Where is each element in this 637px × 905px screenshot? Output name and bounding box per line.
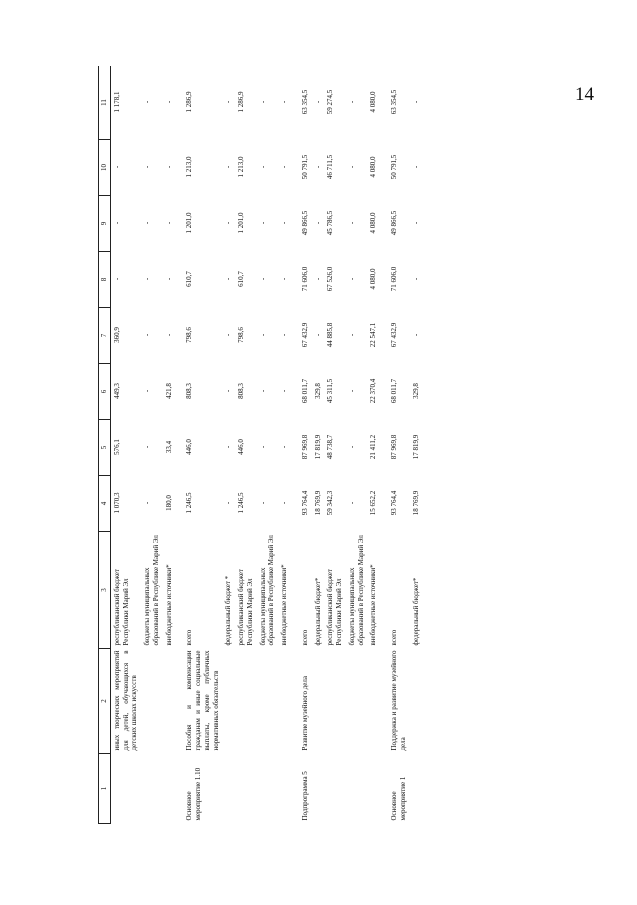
funding-source-cell: внебюджетные источники* bbox=[369, 564, 378, 646]
amount-cell: 1 178,1 bbox=[112, 91, 121, 113]
amount-cell: 45 311,5 bbox=[326, 378, 335, 404]
amount-cell: 808,3 bbox=[185, 383, 194, 399]
amount-cell: - bbox=[411, 277, 420, 281]
amount-cell: - bbox=[224, 100, 233, 104]
table-row bbox=[163, 66, 176, 824]
funding-source-cell: внебюджетные источники* bbox=[280, 564, 288, 646]
program-cell bbox=[141, 754, 163, 824]
amount-cell: - bbox=[224, 501, 233, 505]
table-body bbox=[110, 66, 422, 824]
amount-cell: 44 885,8 bbox=[326, 322, 335, 348]
measure-name-cell bbox=[278, 649, 291, 754]
amount-cell: 17 819,9 bbox=[411, 434, 420, 460]
measure-name-cell bbox=[257, 649, 279, 754]
program-cell bbox=[222, 754, 235, 824]
amount-cell: - bbox=[347, 389, 356, 393]
header-cell: 7 bbox=[99, 308, 111, 364]
amount-cell: 18 769,9 bbox=[313, 490, 322, 516]
program-cell bbox=[324, 754, 346, 824]
funding-source-cell: федеральный бюджет* bbox=[313, 577, 322, 646]
funding-source-cell: всего bbox=[390, 629, 398, 646]
amount-cell: 446,0 bbox=[237, 439, 245, 455]
funding-source-cell: республиканский бюджет Республики Марий Эл bbox=[112, 569, 130, 646]
amount-cell: - bbox=[164, 277, 173, 281]
program-cell: Основное мероприятие 1 bbox=[390, 776, 407, 821]
amount-cell: - bbox=[280, 501, 288, 505]
amount-cell: - bbox=[143, 501, 151, 505]
amount-cell: 446,0 bbox=[185, 439, 194, 455]
header-row bbox=[99, 66, 111, 824]
measure-name-cell bbox=[235, 649, 257, 754]
rotated-table-content bbox=[98, 66, 568, 824]
program-cell bbox=[367, 754, 380, 824]
amount-cell: 22 547,1 bbox=[369, 322, 378, 348]
header-cell: 3 bbox=[99, 532, 111, 649]
amount-cell: - bbox=[112, 277, 121, 281]
amount-cell: 46 711,5 bbox=[326, 154, 335, 180]
amount-cell: - bbox=[347, 277, 356, 281]
amount-cell: - bbox=[143, 100, 151, 104]
funding-source-cell: бюджеты муниципальных образований в Республике Марий Эл bbox=[347, 535, 365, 646]
amount-cell: 93 764,4 bbox=[390, 490, 398, 516]
amount-cell: 360,9 bbox=[112, 327, 121, 343]
funding-source-cell: внебюджетные источники* bbox=[164, 564, 173, 646]
table-row bbox=[367, 66, 380, 824]
amount-cell: - bbox=[258, 277, 267, 281]
amount-cell: 67 526,0 bbox=[326, 266, 335, 292]
amount-cell: - bbox=[143, 221, 151, 225]
amount-cell: - bbox=[347, 333, 356, 337]
header-cell: 1 bbox=[99, 754, 111, 824]
amount-cell: - bbox=[313, 100, 322, 104]
amount-cell: 798,6 bbox=[237, 327, 245, 343]
amount-cell: - bbox=[258, 445, 267, 449]
budget-table bbox=[98, 66, 422, 824]
amount-cell: - bbox=[258, 389, 267, 393]
amount-cell: - bbox=[143, 165, 151, 169]
amount-cell: 59 342,3 bbox=[326, 490, 335, 516]
program-cell bbox=[257, 754, 279, 824]
header-cell: 2 bbox=[99, 649, 111, 754]
amount-cell: - bbox=[224, 389, 233, 393]
amount-cell: 1 286,9 bbox=[237, 91, 245, 113]
amount-cell: - bbox=[280, 277, 288, 281]
amount-cell: - bbox=[112, 221, 121, 225]
amount-cell: 68 011,7 bbox=[300, 378, 309, 404]
amount-cell: - bbox=[258, 221, 267, 225]
amount-cell: - bbox=[347, 165, 356, 169]
amount-cell: - bbox=[280, 100, 288, 104]
amount-cell: - bbox=[164, 100, 173, 104]
amount-cell: 18 769,9 bbox=[411, 490, 420, 516]
amount-cell: 180,0 bbox=[164, 495, 173, 511]
amount-cell: - bbox=[224, 333, 233, 337]
program-cell bbox=[110, 754, 141, 824]
amount-cell: 1 246,5 bbox=[185, 492, 194, 514]
amount-cell: - bbox=[258, 333, 267, 337]
funding-source-cell: всего bbox=[185, 629, 194, 646]
measure-name-cell bbox=[410, 649, 423, 754]
table-row bbox=[380, 66, 410, 824]
amount-cell: 33,4 bbox=[164, 440, 173, 454]
amount-cell: 1 070,3 bbox=[112, 492, 121, 514]
amount-cell: 1 246,5 bbox=[237, 492, 245, 514]
amount-cell: 1 213,0 bbox=[237, 156, 245, 178]
amount-cell: - bbox=[164, 333, 173, 337]
amount-cell: 798,6 bbox=[185, 327, 194, 343]
program-cell: Подпрограмма 5 bbox=[300, 771, 309, 821]
amount-cell: 15 652,2 bbox=[369, 490, 378, 516]
header-cell: 5 bbox=[99, 420, 111, 476]
amount-cell: - bbox=[280, 165, 288, 169]
amount-cell: - bbox=[258, 165, 267, 169]
table-row bbox=[235, 66, 257, 824]
header-cell: 10 bbox=[99, 140, 111, 196]
amount-cell: 71 606,0 bbox=[390, 266, 398, 292]
program-cell bbox=[163, 754, 176, 824]
amount-cell: 4 080,0 bbox=[369, 212, 378, 234]
amount-cell: 67 432,9 bbox=[390, 322, 398, 348]
table-row bbox=[312, 66, 325, 824]
table-row bbox=[110, 66, 141, 824]
amount-cell: - bbox=[347, 100, 356, 104]
measure-name-cell bbox=[163, 649, 176, 754]
amount-cell: 45 786,5 bbox=[326, 210, 335, 236]
measure-name-cell: Поддержка и развитие музейного дела bbox=[390, 650, 407, 751]
amount-cell: 17 819,9 bbox=[313, 434, 322, 460]
amount-cell: - bbox=[313, 165, 322, 169]
table-row bbox=[346, 66, 368, 824]
funding-source-cell: бюджеты муниципальных образований в Республике Марий Эл bbox=[143, 535, 160, 646]
amount-cell: 49 866,5 bbox=[300, 210, 309, 236]
program-cell bbox=[410, 754, 423, 824]
program-cell bbox=[346, 754, 368, 824]
measure-name-cell bbox=[312, 649, 325, 754]
table-row bbox=[141, 66, 163, 824]
program-cell bbox=[278, 754, 291, 824]
measure-name-cell bbox=[346, 649, 368, 754]
amount-cell: 87 969,8 bbox=[300, 434, 309, 460]
amount-cell: - bbox=[143, 389, 151, 393]
funding-source-cell: республиканский бюджет Республики Марий Эл bbox=[237, 569, 254, 646]
table-row bbox=[222, 66, 235, 824]
amount-cell: - bbox=[224, 221, 233, 225]
amount-cell: 50 791,5 bbox=[390, 154, 398, 180]
measure-name-cell bbox=[324, 649, 346, 754]
amount-cell: - bbox=[258, 501, 267, 505]
amount-cell: - bbox=[280, 445, 288, 449]
amount-cell: - bbox=[411, 165, 420, 169]
funding-source-cell: бюджеты муниципальных образований в Республике Марий Эл bbox=[258, 535, 276, 646]
amount-cell: 87 969,8 bbox=[390, 434, 398, 460]
measure-name-cell: иных творческих мероприятий для детей, обучающихся в детских школах искусств bbox=[112, 650, 139, 751]
amount-cell: 4 080,0 bbox=[369, 91, 378, 113]
amount-cell: - bbox=[280, 389, 288, 393]
amount-cell: 1 213,0 bbox=[185, 156, 194, 178]
table-row bbox=[257, 66, 279, 824]
program-cell: Основное мероприятие 1.10 bbox=[185, 767, 202, 821]
amount-cell: 49 866,5 bbox=[390, 210, 398, 236]
amount-cell: - bbox=[143, 277, 151, 281]
amount-cell: 808,3 bbox=[237, 383, 245, 399]
header-cell: 8 bbox=[99, 252, 111, 308]
amount-cell: 59 274,5 bbox=[326, 89, 335, 115]
amount-cell: 63 354,5 bbox=[300, 89, 309, 115]
measure-name-cell bbox=[222, 649, 235, 754]
funding-source-cell: всего bbox=[300, 629, 309, 646]
amount-cell: - bbox=[411, 333, 420, 337]
funding-source-cell: федеральный бюджет* bbox=[411, 577, 420, 646]
measure-name-cell: Пособия и компенсации гражданам и иные социальные выплаты, кроме публичных нормативных обязательств bbox=[185, 650, 220, 751]
amount-cell: 71 606,0 bbox=[300, 266, 309, 292]
rotated-table-frame bbox=[98, 66, 568, 824]
measure-name-cell: Развитие музейного дела bbox=[300, 676, 309, 751]
amount-cell: 4 080,0 bbox=[369, 268, 378, 290]
amount-cell: 610,7 bbox=[237, 271, 245, 287]
table-row bbox=[324, 66, 346, 824]
page-number: 14 bbox=[575, 84, 594, 105]
amount-cell: 4 080,0 bbox=[369, 156, 378, 178]
table-row bbox=[291, 66, 312, 824]
amount-cell: - bbox=[280, 333, 288, 337]
amount-cell: - bbox=[224, 277, 233, 281]
amount-cell: - bbox=[313, 333, 322, 337]
amount-cell: - bbox=[347, 221, 356, 225]
amount-cell: - bbox=[143, 445, 151, 449]
amount-cell: - bbox=[224, 165, 233, 169]
amount-cell: 50 791,5 bbox=[300, 154, 309, 180]
amount-cell: - bbox=[143, 333, 151, 337]
amount-cell: 67 432,9 bbox=[300, 322, 309, 348]
measure-name-cell bbox=[367, 649, 380, 754]
amount-cell: 329,8 bbox=[411, 383, 420, 399]
amount-cell: 63 354,5 bbox=[390, 89, 398, 115]
amount-cell: 21 411,2 bbox=[369, 434, 378, 460]
amount-cell: 610,7 bbox=[185, 271, 194, 287]
amount-cell: - bbox=[411, 221, 420, 225]
amount-cell: - bbox=[164, 221, 173, 225]
amount-cell: - bbox=[313, 221, 322, 225]
funding-source-cell: республиканский бюджет Республики Марий Эл bbox=[326, 569, 343, 646]
amount-cell: - bbox=[258, 100, 267, 104]
amount-cell: 48 738,7 bbox=[326, 434, 335, 460]
amount-cell: 1 286,9 bbox=[185, 91, 194, 113]
amount-cell: - bbox=[224, 445, 233, 449]
amount-cell: - bbox=[112, 165, 121, 169]
amount-cell: - bbox=[411, 100, 420, 104]
amount-cell: 449,3 bbox=[112, 383, 121, 399]
amount-cell: - bbox=[280, 221, 288, 225]
header-cell: 6 bbox=[99, 364, 111, 420]
amount-cell: 93 764,4 bbox=[300, 490, 309, 516]
measure-name-cell bbox=[141, 649, 163, 754]
amount-cell: 1 201,0 bbox=[185, 212, 194, 234]
table-row bbox=[278, 66, 291, 824]
program-cell bbox=[235, 754, 257, 824]
amount-cell: - bbox=[164, 165, 173, 169]
amount-cell: 68 011,7 bbox=[390, 378, 398, 404]
amount-cell: 1 201,0 bbox=[237, 212, 245, 234]
amount-cell: 421,8 bbox=[164, 383, 173, 399]
amount-cell: 22 370,4 bbox=[369, 378, 378, 404]
table-row bbox=[410, 66, 423, 824]
header-cell: 4 bbox=[99, 476, 111, 532]
amount-cell: 329,8 bbox=[313, 383, 322, 399]
amount-cell: - bbox=[347, 445, 356, 449]
amount-cell: 576,1 bbox=[112, 439, 121, 455]
program-cell bbox=[312, 754, 325, 824]
header-cell: 11 bbox=[99, 66, 111, 140]
amount-cell: - bbox=[347, 501, 356, 505]
header-cell: 9 bbox=[99, 196, 111, 252]
table-row bbox=[175, 66, 222, 824]
funding-source-cell: федеральный бюджет * bbox=[224, 575, 233, 646]
amount-cell: - bbox=[313, 277, 322, 281]
